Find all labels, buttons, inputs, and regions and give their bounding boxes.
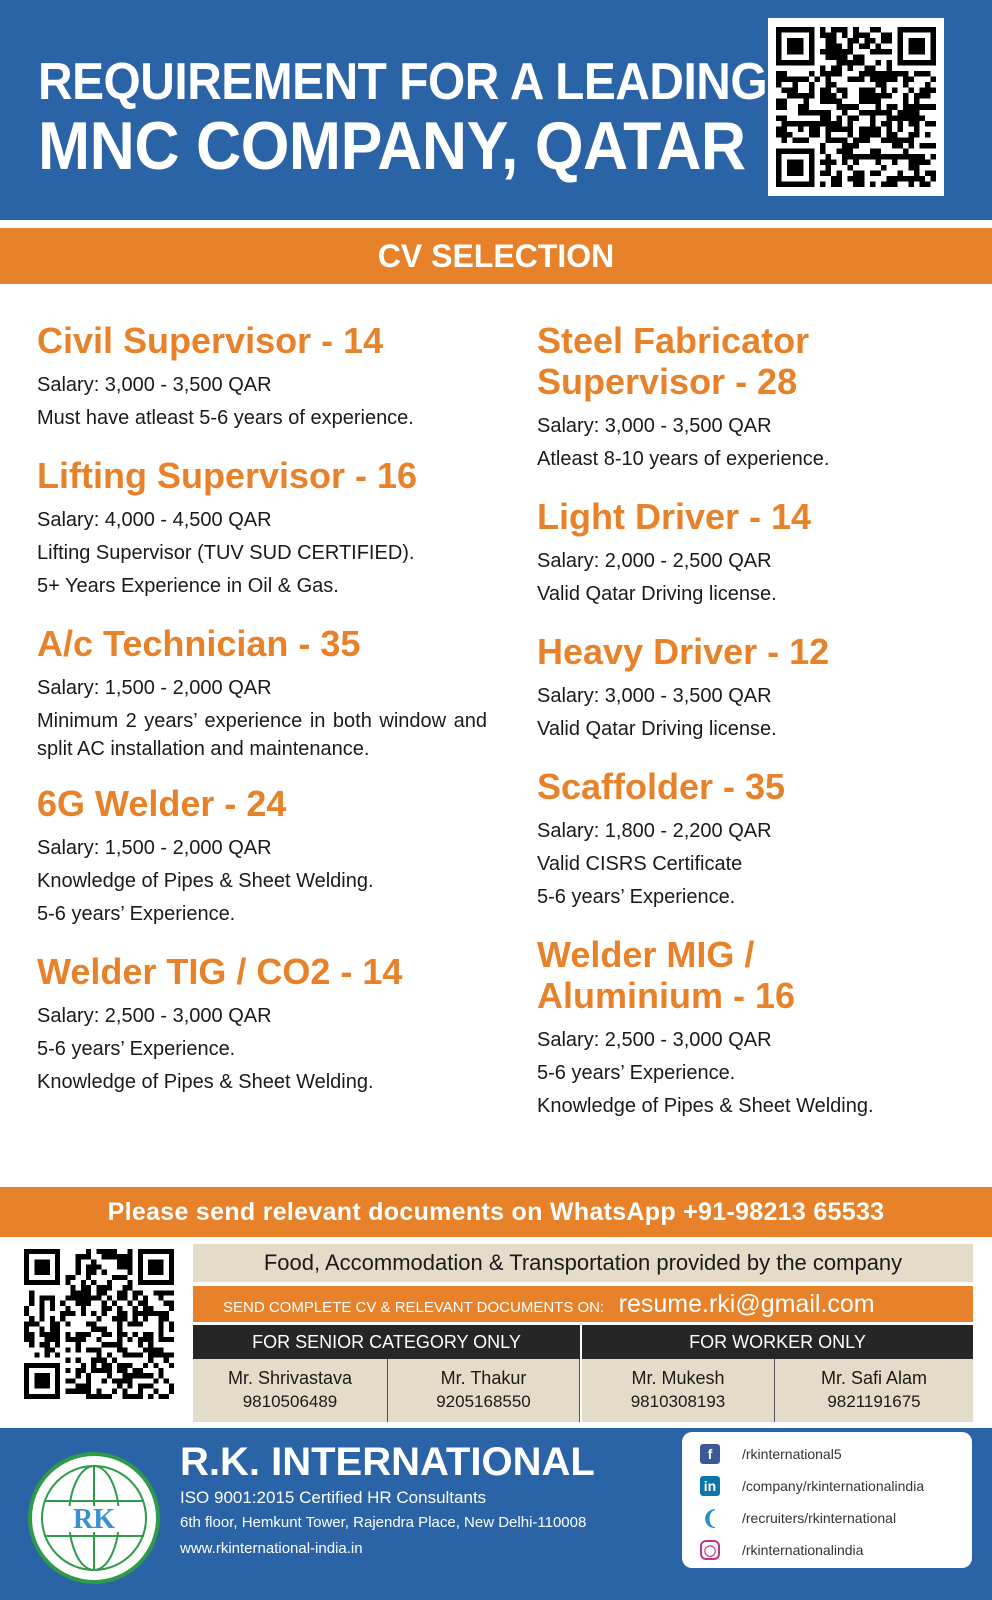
social-link-facebook[interactable]	[700, 1438, 972, 1470]
job-salary: Salary: 4,000 - 4,500 QAR	[37, 509, 272, 531]
contact-name: Mr. Safi Alam	[820, 1368, 928, 1388]
contact-card	[775, 1359, 973, 1422]
contact-card	[193, 1359, 388, 1422]
job-listing	[537, 496, 987, 611]
senior-category-header: FOR SENIOR CATEGORY ONLY	[193, 1325, 580, 1359]
job-title: Steel Fabricator Supervisor - 28	[537, 320, 810, 402]
contact-name: Mr. Thakur	[440, 1368, 527, 1388]
linkedin-icon: in	[700, 1476, 720, 1496]
headline	[38, 50, 831, 184]
jobs-right-column	[537, 320, 987, 1143]
benefits-note: Food, Accommodation & Transportation provided by the company	[193, 1244, 973, 1282]
contact-phone[interactable]: 9821191675	[827, 1392, 921, 1411]
job-requirement: Knowledge of Pipes & Sheet Welding.	[37, 870, 374, 892]
job-title: A/c Technician - 35	[37, 623, 361, 664]
job-requirement: Must have atleast 5-6 years of experience.	[37, 407, 414, 429]
job-requirement: 5-6 years’ Experience.	[37, 1038, 236, 1060]
job-salary: Salary: 2,000 - 2,500 QAR	[537, 550, 772, 572]
social-handle: /company/rkinternationalindia	[742, 1478, 925, 1494]
social-link-linkedin[interactable]	[700, 1470, 972, 1502]
social-handle: /recruiters/rkinternational	[742, 1510, 897, 1526]
worker-category-header: FOR WORKER ONLY	[582, 1325, 973, 1359]
social-handle: /rkinternationalindia	[742, 1542, 864, 1558]
email-link[interactable]: resume.rki@gmail.com	[618, 1290, 875, 1318]
job-title: Scaffolder - 35	[537, 766, 786, 807]
job-listing	[537, 766, 987, 914]
job-title: Light Driver - 14	[537, 496, 812, 537]
job-requirement: Atleast 8-10 years of experience.	[537, 448, 830, 470]
job-requirement: Valid Qatar Driving license.	[537, 583, 777, 605]
contact-name: Mr. Shrivastava	[227, 1368, 353, 1388]
footer	[0, 1428, 992, 1600]
job-listing	[37, 783, 487, 931]
cv-selection-banner: CV SELECTION	[0, 228, 992, 284]
job-salary: Salary: 3,000 - 3,500 QAR	[537, 415, 772, 437]
send-cv-bar	[193, 1286, 973, 1322]
job-salary: Salary: 2,500 - 3,000 QAR	[37, 1005, 272, 1027]
job-salary: Salary: 3,000 - 3,500 QAR	[37, 374, 272, 396]
header	[0, 0, 992, 220]
send-cv-label: SEND COMPLETE CV & RELEVANT DOCUMENTS ON:	[223, 1299, 605, 1316]
job-requirement: 5+ Years Experience in Oil & Gas.	[37, 575, 339, 597]
contact-name: Mr. Mukesh	[631, 1368, 725, 1388]
social-link-instagram[interactable]	[700, 1534, 972, 1566]
company-name: R.K. INTERNATIONAL	[180, 1440, 595, 1484]
job-listing	[37, 320, 487, 435]
headline-line-1: REQUIREMENT FOR A LEADING	[38, 53, 768, 111]
contact-card	[388, 1359, 580, 1422]
job-salary: Salary: 3,000 - 3,500 QAR	[537, 685, 772, 707]
jobs-left-column	[37, 320, 487, 1119]
job-title: Welder TIG / CO2 - 14	[37, 951, 403, 992]
job-title: 6G Welder - 24	[37, 783, 287, 824]
address: 6th floor, Hemkunt Tower, Rajendra Place, New Delhi-110008	[180, 1514, 587, 1531]
contact-phone[interactable]: 9205168550	[436, 1392, 531, 1411]
contact-card	[582, 1359, 775, 1422]
rk-globe-logo	[28, 1452, 160, 1584]
job-salary: Salary: 2,500 - 3,000 QAR	[537, 1029, 772, 1051]
job-salary: Salary: 1,800 - 2,200 QAR	[537, 820, 772, 842]
social-links	[682, 1432, 972, 1568]
svg-text:RK: RK	[73, 1504, 115, 1535]
naukri-icon: ❨	[701, 1507, 719, 1530]
social-handle: /rkinternational5	[742, 1446, 842, 1462]
job-requirement: Knowledge of Pipes & Sheet Welding.	[37, 1071, 374, 1093]
iso-certification: ISO 9001:2015 Certified HR Consultants	[180, 1488, 487, 1507]
job-salary: Salary: 1,500 - 2,000 QAR	[37, 677, 272, 699]
headline-line-2: MNC COMPANY, QATAR	[38, 108, 746, 184]
job-listing	[537, 934, 987, 1123]
job-title: Welder MIG / Aluminium - 16	[537, 934, 796, 1016]
contact-phone[interactable]: 9810506489	[242, 1392, 338, 1411]
job-title: Civil Supervisor - 14	[37, 320, 384, 361]
facebook-qr-code	[24, 1248, 174, 1400]
job-requirement: Knowledge of Pipes & Sheet Welding.	[537, 1095, 874, 1117]
job-listing	[537, 631, 987, 746]
job-requirement: Minimum 2 years’ experience in both window and split AC installation and maintenance.	[37, 710, 487, 760]
job-requirement: 5-6 years’ Experience.	[37, 903, 236, 925]
qr-code	[768, 18, 944, 196]
job-listing	[37, 951, 487, 1099]
job-title: Heavy Driver - 12	[537, 631, 830, 672]
whatsapp-banner: Please send relevant documents on WhatsApp +91-98213 65533	[0, 1187, 992, 1237]
job-requirement: 5-6 years’ Experience.	[537, 886, 736, 908]
job-listing	[37, 455, 487, 603]
job-requirement: Valid CISRS Certificate	[537, 853, 743, 875]
job-requirement: Lifting Supervisor (TUV SUD CERTIFIED).	[37, 542, 415, 564]
job-listing	[37, 623, 487, 763]
job-salary: Salary: 1,500 - 2,000 QAR	[37, 837, 272, 859]
contact-phone[interactable]: 9810308193	[630, 1392, 726, 1411]
facebook-icon: f	[700, 1444, 720, 1464]
job-requirement: 5-6 years’ Experience.	[537, 1062, 736, 1084]
job-listing	[537, 320, 987, 476]
job-requirement: Valid Qatar Driving license.	[537, 718, 777, 740]
social-link-naukri[interactable]	[700, 1502, 972, 1534]
instagram-icon: ◯	[700, 1540, 720, 1560]
job-title: Lifting Supervisor - 16	[37, 455, 418, 496]
website-link[interactable]: www.rkinternational-india.in	[180, 1540, 363, 1557]
